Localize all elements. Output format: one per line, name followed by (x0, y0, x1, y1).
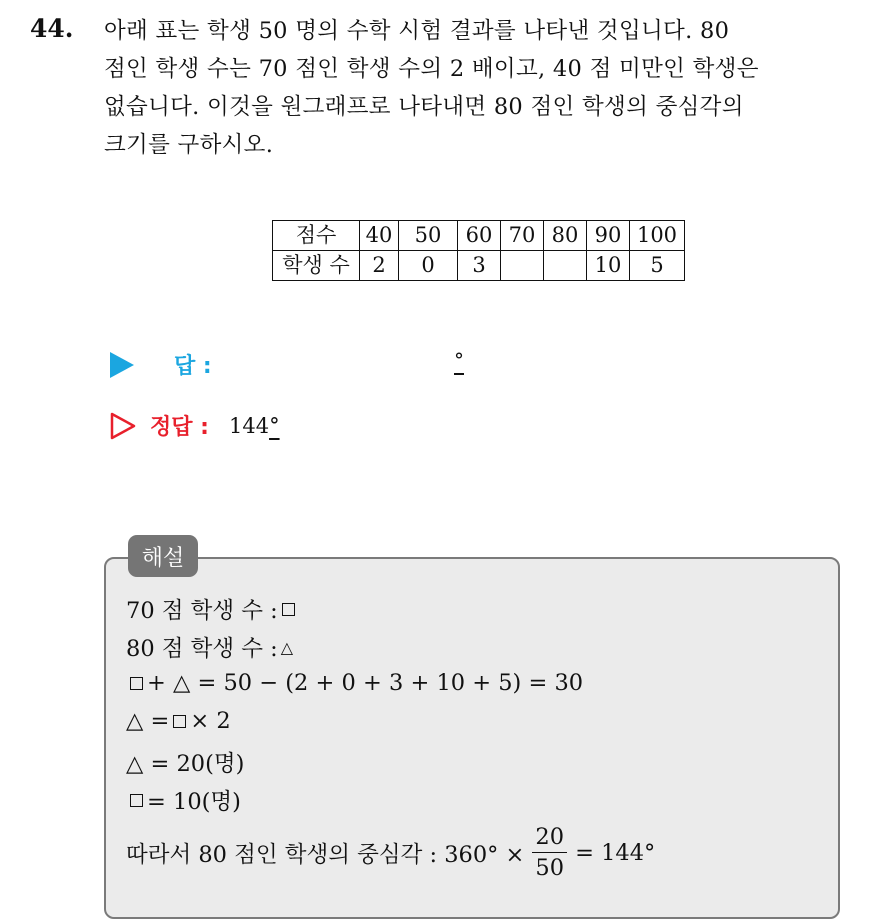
square-symbol-icon (130, 677, 143, 690)
correct-number: 144 (228, 413, 270, 438)
table-cell: 3 (458, 251, 501, 281)
question-line: 점인 학생 수는 70 점인 학생 수의 2 배이고, 40 점 미만인 학생은 (104, 56, 759, 82)
table-row (273, 221, 685, 251)
correct-answer-value (229, 414, 280, 438)
solution-line (126, 746, 244, 778)
answer-blank[interactable] (454, 348, 464, 372)
table-cell: 50 (399, 221, 458, 251)
table-cell (501, 251, 544, 281)
table-cell: 100 (630, 221, 685, 251)
table-cell: 60 (458, 221, 501, 251)
degree-unit: ° (269, 413, 280, 438)
solution-line (126, 784, 241, 816)
outline-triangle-icon (110, 412, 136, 440)
play-triangle-icon (110, 352, 134, 378)
fraction-numerator: 20 (532, 822, 567, 853)
correct-answer-label: 정답 : (150, 415, 209, 440)
table-cell: 70 (501, 221, 544, 251)
square-symbol-icon (173, 715, 186, 728)
degree-unit: ° (454, 348, 464, 372)
solution-line (126, 708, 231, 734)
solution-text: 따라서 80 점인 학생의 중심각 : 360° × (126, 841, 525, 868)
solution-line (126, 670, 583, 696)
solution-text: = 10(명) (147, 789, 241, 815)
solution-text: = 144° (575, 839, 656, 866)
table-row (273, 251, 685, 281)
solution-text: △ = (126, 708, 170, 734)
triangle-symbol-icon: △ (280, 637, 294, 657)
solution-text: 70 점 학생 수 : (126, 598, 278, 624)
question-line: 아래 표는 학생 50 명의 수학 시험 결과를 나타낸 것입니다. 80 (104, 18, 730, 44)
solution-line (126, 631, 296, 663)
correct-answer-row (110, 410, 280, 441)
table-header-cell: 학생 수 (273, 251, 360, 281)
answer-row (110, 349, 212, 380)
table-cell: 5 (630, 251, 685, 281)
table-cell: 0 (399, 251, 458, 281)
solution-line (126, 593, 299, 625)
table-cell: 90 (587, 221, 630, 251)
square-symbol-icon (282, 603, 295, 616)
solution-text: △ = 20(명) (126, 751, 245, 777)
solution-text: + △ = 50 − (2 + 0 + 3 + 10 + 5) = 30 (147, 670, 584, 696)
table-cell: 40 (360, 221, 399, 251)
answer-label: 답 : (174, 354, 212, 379)
solution-text: 80 점 학생 수 : (126, 636, 278, 662)
table-cell: 2 (360, 251, 399, 281)
square-symbol-icon (130, 794, 143, 807)
table-header-cell: 점수 (273, 221, 360, 251)
solution-line (126, 822, 655, 883)
table-cell (544, 251, 587, 281)
question-number: 44. (30, 14, 74, 43)
table-cell: 10 (587, 251, 630, 281)
solution-tag: 해설 (128, 535, 198, 577)
question-line: 없습니다. 이것을 원그래프로 나타내면 80 점인 학생의 중심각의 (104, 94, 744, 120)
fraction-denominator: 50 (535, 855, 565, 881)
question-line: 크기를 구하시오. (104, 132, 274, 158)
question-text (104, 12, 864, 164)
table-cell: 80 (544, 221, 587, 251)
solution-text: × 2 (190, 708, 231, 734)
score-table (272, 220, 685, 281)
fraction (532, 822, 567, 883)
